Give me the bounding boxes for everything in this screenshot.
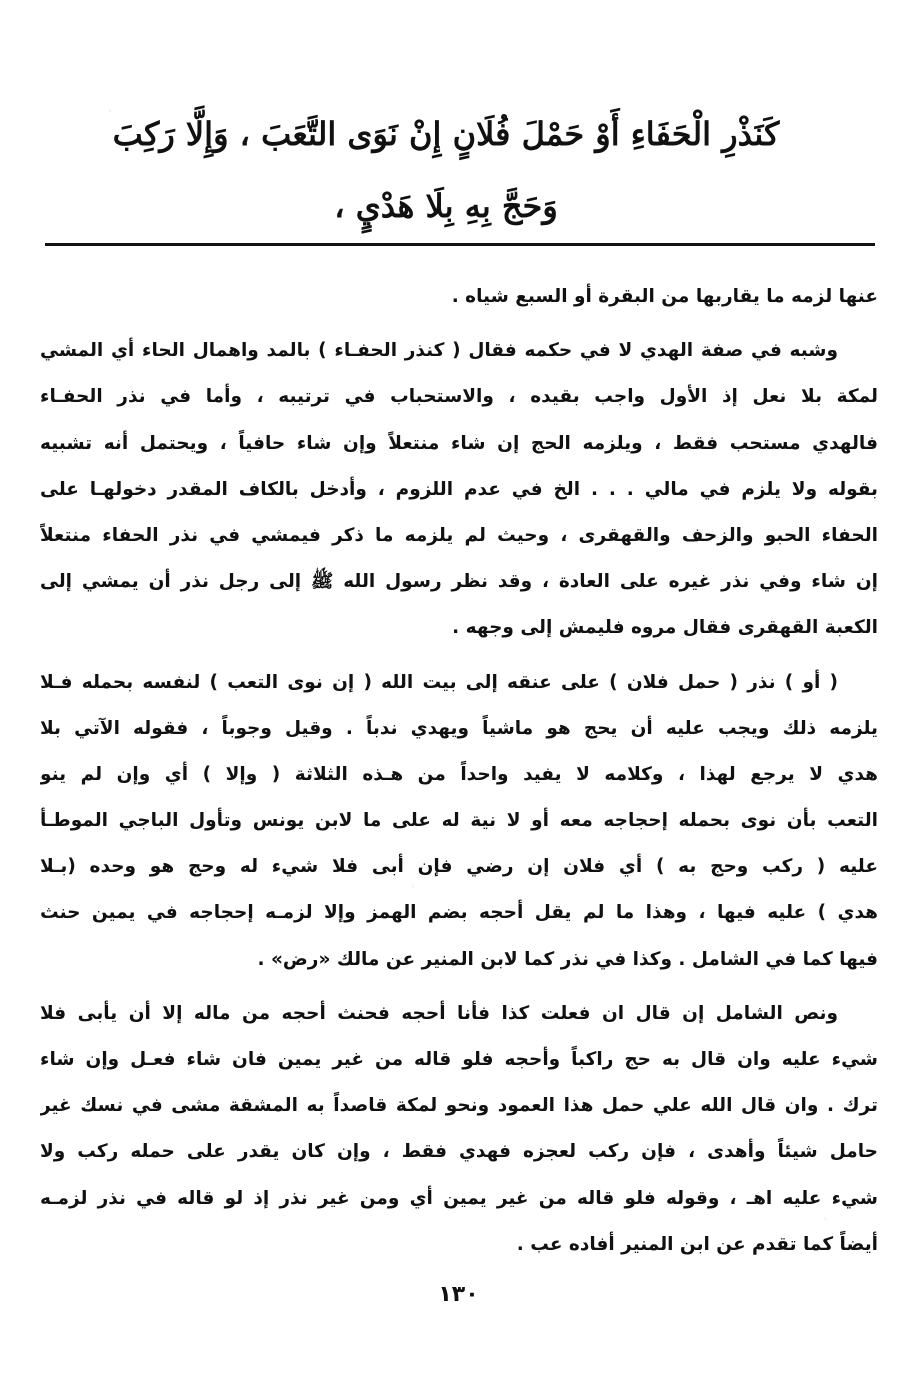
text-line: ونص الشامل إن قال ان فعلت كذا فأنا أحجه فحنث أحجه من ماله إلا أن يأبى فلا xyxy=(40,1002,838,1024)
paragraph xyxy=(40,660,878,983)
text-line: الكعبة القهقرى فقال مروه فليمش إلى وجهه . xyxy=(452,617,878,639)
separator-rule xyxy=(45,243,875,246)
text-line: بقوله ولا يلزم في مالي . . . الخ في عدم اللزوم ، وأدخل بالكاف المقدر دخولهـا على xyxy=(40,478,878,500)
page-number: ١٣٠ xyxy=(438,1282,479,1307)
text-line: لمكة بلا نعل إذ الأول واجب بقيده ، والاستحباب في ترتيبه ، وأما في نذر الحفـاء xyxy=(40,386,878,408)
text-line: التعب بأن نوى بحمله إحجاجه معه أو لا نية له على ما لابن يونس وتأول الباجي الموطـأ xyxy=(40,810,878,832)
matn-line-2: وَحَجَّ بِهِ بِلَا هَدْيٍ ، xyxy=(334,187,558,225)
text-line: أيضاً كما تقدم عن ابن المنير أفاده عب . xyxy=(516,1233,878,1255)
text-line: ترك . وان قال الله علي حمل هذا العمود ونحو لمكة قاصداً به المشقة مشى في نسك غير xyxy=(40,1095,878,1117)
text-line: فالهدي مستحب فقط ، ويلزمه الحج إن شاء منتعلاً وإن شاء حافياً ، ويحتمل أنه تشبيه xyxy=(40,432,878,454)
paragraph xyxy=(40,328,878,651)
text-line: ( أو ) نذر ( حمل فلان ) على عنقه إلى بيت الله ( إن نوى التعب ) لنفسه بحمله فـلا xyxy=(40,671,838,693)
text-line: فيها كما في الشامل . وكذا في نذر كما لابن المنير عن مالك «رض» . xyxy=(257,948,878,970)
text-line: وشبه في صفة الهدي لا في حكمه فقال ( كنذر الحفـاء ) بالمد واهمال الحاء أي المشي xyxy=(40,340,838,362)
text-line: عنها لزمه ما يقاربها من البقرة أو السبع شياه . xyxy=(451,286,878,307)
text-line: يلزمه ذلك ويجب عليه أن يحج هو ماشياً ويهدي ندباً . وقيل وجوباً ، فقوله الآتي بلا xyxy=(40,717,878,739)
paragraph xyxy=(40,991,878,1268)
text-line: شيء عليه اهـ ، وقوله فلو قاله من غير يمين أي ومن غير نذر إذ لو قاله في نذر لزمـه xyxy=(40,1187,878,1209)
commentary-text xyxy=(40,274,878,1268)
text-line: هدي ) عليه فيها ، وهذا ما لم يقل أحجه بضم الهمز وإلا لزمـه إحجاجه في يمين حنث xyxy=(40,902,878,924)
text-line: شيء عليه وان قال به حج راكباً وأحجه فلو قاله من غير يمين فان شاء فعـل وإن شاء xyxy=(40,1049,878,1070)
text-line: إن شاء وفي نذر غيره على العادة ، وقد نظر رسول الله ﷺ إلى رجل نذر أن يمشي إلى xyxy=(40,571,878,593)
matn-heading xyxy=(70,98,822,242)
text-line: عليه ( ركب وحج به ) أي فلان إن رضي فإن أبى فلا شيء له وحج هو وحده (بـلا xyxy=(40,856,878,878)
paragraph xyxy=(40,274,878,320)
text-line: حامل شيئاً وأهدى ، فإن ركب لعجزه فهدي فقط ، وإن كان يقدر على حمله ركب ولا xyxy=(40,1141,878,1163)
text-line: هدي لا يرجع لهذا ، وكلامه لا يفيد واحداً من هـذه الثلاثة ( وإلا ) أي وإن لم ينو xyxy=(40,763,878,785)
text-line: الحفاء الحبو والزحف والقهقرى ، وحيث لم يلزمه ما ذكر فيمشي في نذر الحفاء منتعلاً xyxy=(40,524,878,546)
matn-line-1: كَنَذْرِ الْحَفَاءِ أَوْ حَمْلَ فُلَانٍ إِنْ نَوَى التَّعَبَ ، وَإِلَّا رَكِبَ xyxy=(112,115,780,153)
